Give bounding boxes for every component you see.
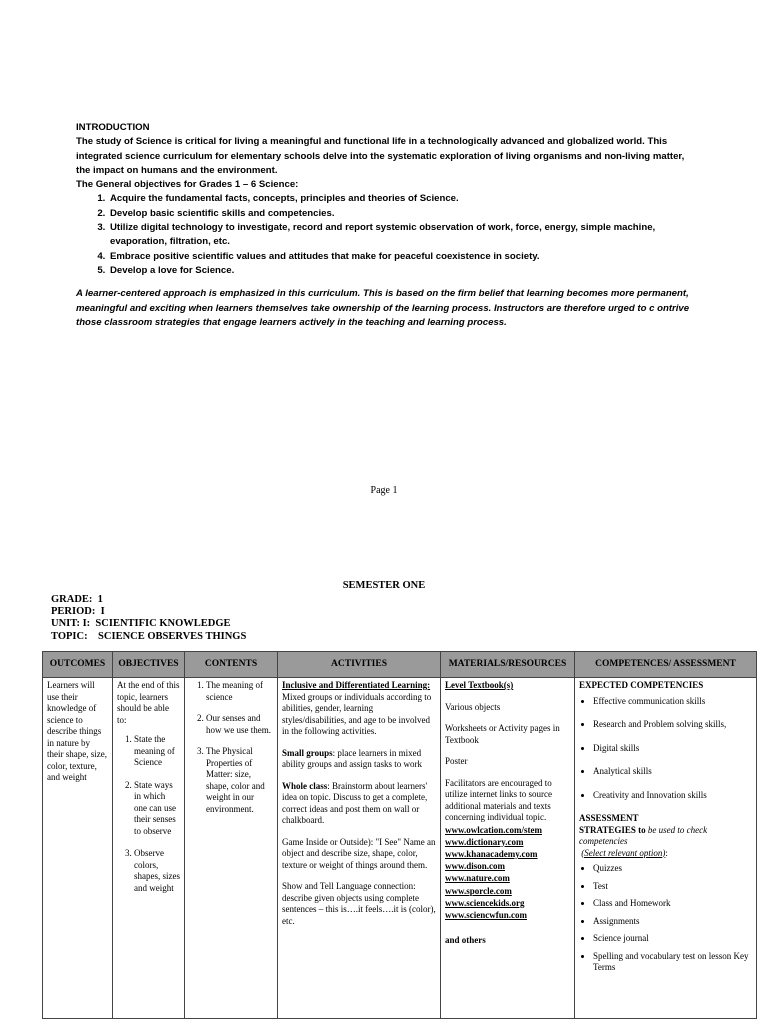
- resource-link[interactable]: www.khanacademy.com: [445, 848, 538, 859]
- intro-paragraph: The study of Science is critical for living a meaningful and functional life in a technologically advanced and globalized world. This integrated science curriculum for elementary schools delve into the systematic exploration of living organisms and non-living matter, the impact on humans and the environment.: [76, 136, 685, 176]
- inclusive-text: Mixed groups or individuals according to abilities, gender, learning styles/disabilities, and age to be involved in the following activities.: [282, 691, 432, 736]
- list-item: 2. Develop basic scientific skills and competencies.: [108, 207, 696, 221]
- resource-link[interactable]: www.nature.com: [445, 873, 510, 884]
- general-objectives-list: [76, 192, 696, 278]
- column-header: OBJECTIVES: [113, 652, 185, 678]
- objects-label: Various objects: [445, 701, 501, 712]
- contents-list: [189, 680, 273, 815]
- semester-title: SEMESTER ONE: [342, 580, 426, 591]
- small-groups-label: Small groups: [282, 747, 333, 758]
- worksheets-label: Worksheets or Activity pages in Textbook: [445, 723, 560, 745]
- whole-class-label: Whole class: [282, 780, 328, 791]
- and-others-label: and others: [445, 935, 486, 946]
- strategies-label: STRATEGIES to: [579, 824, 646, 835]
- textbook-label: Level Textbook(s): [445, 680, 514, 690]
- page-number: Page 1: [370, 485, 398, 496]
- column-header: ACTIVITIES: [278, 652, 441, 678]
- objectives-list: [117, 734, 180, 894]
- objectives-intro: At the end of this topic, learners should be able to:: [117, 680, 180, 725]
- unit-header: [51, 594, 246, 643]
- resource-links: [445, 824, 570, 922]
- resource-link[interactable]: www.dictionary.com: [445, 836, 524, 847]
- column-header: MATERIALS/RESOURCES: [441, 652, 575, 678]
- whole-class-text: : Brainstorm about learners' idea on topic. Discuss to get a complete, correct ideas and post them on wall or chalkboard.: [282, 780, 428, 825]
- inclusive-title: Inclusive and Differentiated Learning:: [282, 680, 431, 690]
- list-item: • Assignments: [593, 916, 752, 928]
- list-item: 1. State the meaning of Science: [134, 734, 180, 769]
- introduction-section: [76, 121, 696, 330]
- column-header: OUTCOMES: [43, 652, 113, 678]
- list-item: • Class and Homework: [593, 898, 752, 910]
- table-header-row: [43, 652, 757, 678]
- list-item: • Quizzes: [593, 863, 752, 875]
- resource-link[interactable]: www.sciencekids.org: [445, 897, 525, 908]
- show-and-tell-activity: Show and Tell Language connection: describe given objects using complete sentences – this is….it feels….it is (color), etc.: [282, 881, 436, 926]
- column-header: COMPETENCES/ ASSESSMENT: [575, 652, 757, 678]
- table-row: [43, 678, 757, 1019]
- poster-label: Poster: [445, 756, 468, 766]
- contents-cell: [185, 678, 278, 1019]
- select-option-label: (Select relevant option): [581, 847, 666, 858]
- lesson-plan-table: [42, 651, 757, 1019]
- resource-link[interactable]: www.dison.com: [445, 861, 506, 872]
- activities-cell: [278, 678, 441, 1019]
- list-item: • Spelling and vocabulary test on lesson Key Terms: [593, 951, 752, 974]
- outcomes-text: Learners will use their knowledge of science to describe things in nature by their shape, size, color, texture, and weight: [47, 680, 107, 782]
- expected-competencies-list: [579, 696, 752, 802]
- list-item: • Science journal: [593, 933, 752, 945]
- list-item: • Analytical skills: [593, 766, 752, 778]
- small-groups-text: : place learners in mixed ability groups and assign tasks to work: [282, 747, 422, 769]
- list-item: 3. Utilize digital technology to investigate, record and report systemic observation of work, force, energy, simple machine, evaporation, filtration, etc.: [108, 221, 696, 250]
- list-item: 1. Acquire the fundamental facts, concepts, principles and theories of Science.: [108, 192, 696, 206]
- assessment-list: [579, 863, 752, 974]
- resource-link[interactable]: www.sporcle.com: [445, 885, 512, 896]
- topic-line: TOPIC: SCIENCE OBSERVES THINGS: [51, 630, 247, 642]
- facilitators-note: Facilitators are encouraged to utilize internet links to source additional materials and texts concerning individual topic.: [445, 777, 552, 822]
- resource-link[interactable]: www.owlcation.com/stem: [445, 824, 542, 835]
- strategies-text: be used to check competencies: [579, 824, 708, 846]
- list-item: 1. The meaning of science: [206, 680, 273, 703]
- list-item: 3. The Physical Properties of Matter: size, shape, color and weight in our environment.: [206, 746, 273, 815]
- list-item: 2. State ways in which one can use their senses to observe: [134, 780, 180, 838]
- list-item: 3. Observe colors, shapes, sizes and weight: [134, 848, 180, 894]
- objectives-heading: The General objectives for Grades 1 – 6 Science:: [76, 179, 299, 191]
- outcomes-cell: [43, 678, 113, 1019]
- list-item: • Research and Problem solving skills,: [593, 719, 752, 731]
- list-item: • Test: [593, 881, 752, 893]
- assessment-title: ASSESSMENT: [579, 813, 639, 823]
- list-item: • Effective communication skills: [593, 696, 752, 708]
- column-header: CONTENTS: [185, 652, 278, 678]
- grade-line: GRADE: 1: [51, 594, 103, 605]
- expected-competencies-title: EXPECTED COMPETENCIES: [579, 680, 704, 690]
- materials-cell: [441, 678, 575, 1019]
- list-item: • Digital skills: [593, 743, 752, 755]
- competences-cell: EXPECTED COMPETENCIES • Effective communication skills • Research and Problem solving skills, • Digital skills • Analytical skills • Creativity and Innovation skills ASSESSMENT STRATEGIES to be used to check competencies (Select relevant option): • Quizzes • Test • Class and Homework • Assignments • Science journal • Spelling and vocabulary test on lesson Key Terms: [575, 678, 757, 1019]
- intro-heading: INTRODUCTION: [76, 122, 150, 133]
- list-item: • Creativity and Innovation skills: [593, 790, 752, 802]
- resource-link[interactable]: www.sciencwfun.com: [445, 909, 527, 920]
- list-item: 5. Develop a love for Science.: [108, 264, 696, 278]
- objectives-cell: [113, 678, 185, 1019]
- learner-centered-note: A learner-centered approach is emphasized in this curriculum. This is based on the firm belief that learning becomes more permanent, meaningful and exciting when learners themselves take ownership of the learning process. Instructors are therefore urged to c ontrive those classroom strategies that engage learners actively in the teaching and learning process.: [76, 288, 690, 328]
- unit-line: UNIT: I: SCIENTIFIC KNOWLEDGE: [51, 618, 231, 630]
- period-line: PERIOD: I: [51, 606, 105, 618]
- list-item: 2. Our senses and how we use them.: [206, 713, 273, 736]
- game-activity: Game Inside or Outside): "I See" Name an object and describe size, shape, color, texture or weight of things around them.: [282, 836, 436, 870]
- list-item: 4. Embrace positive scientific values and attitudes that make for peaceful coexistence in society.: [108, 250, 696, 264]
